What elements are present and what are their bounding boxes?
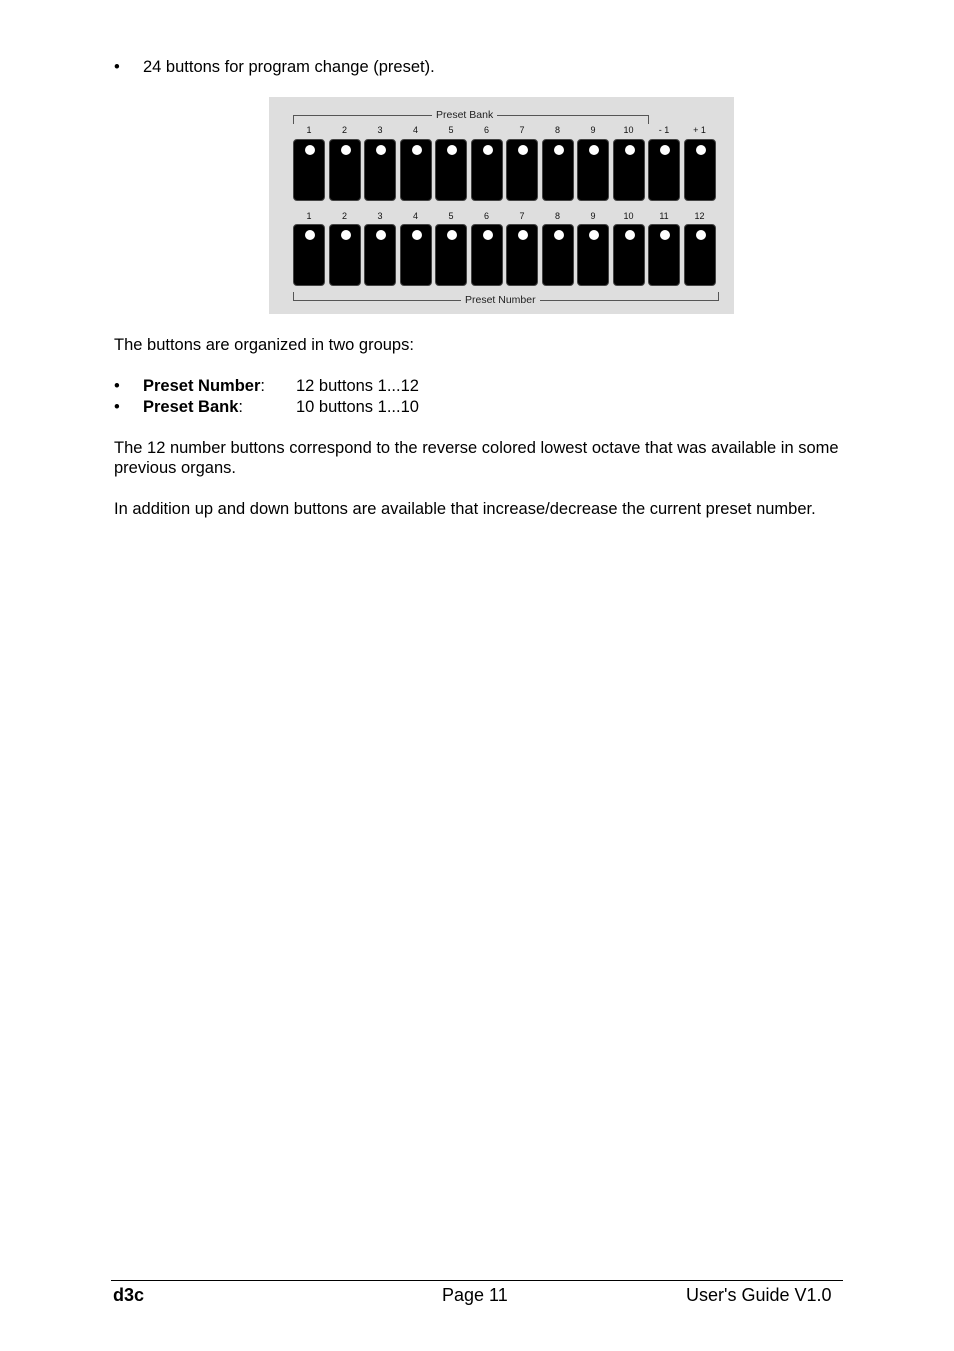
bank-preset-button[interactable] <box>577 139 609 201</box>
bank-button-label: 6 <box>483 125 489 135</box>
number-button-label: 7 <box>519 211 525 221</box>
led-indicator-icon <box>554 230 564 240</box>
number-preset-button[interactable] <box>400 224 432 286</box>
led-indicator-icon <box>412 145 422 155</box>
led-indicator-icon <box>483 230 493 240</box>
led-indicator-icon <box>518 145 528 155</box>
bank-preset-button[interactable] <box>648 139 680 201</box>
number-button-label: 6 <box>483 211 489 221</box>
footer-rule <box>111 1280 843 1281</box>
number-preset-button[interactable] <box>648 224 680 286</box>
led-indicator-icon <box>376 145 386 155</box>
bank-preset-button[interactable] <box>293 139 325 201</box>
bank-preset-button[interactable] <box>329 139 361 201</box>
led-indicator-icon <box>625 145 635 155</box>
led-indicator-icon <box>554 145 564 155</box>
bank-preset-button[interactable] <box>506 139 538 201</box>
bank-button-label: 7 <box>519 125 525 135</box>
bullet-dot: • <box>114 398 120 416</box>
led-indicator-icon <box>589 145 599 155</box>
number-preset-button[interactable] <box>577 224 609 286</box>
group-sep: : <box>238 398 243 416</box>
number-preset-button[interactable] <box>364 224 396 286</box>
group-term: Preset Number <box>143 377 261 395</box>
bullet-dot: • <box>114 377 120 395</box>
number-button-label: 1 <box>306 211 312 221</box>
number-button-label: 3 <box>377 211 383 221</box>
led-indicator-icon <box>589 230 599 240</box>
number-preset-button[interactable] <box>293 224 325 286</box>
led-indicator-icon <box>305 145 315 155</box>
number-preset-button[interactable] <box>613 224 645 286</box>
group-sep: : <box>260 377 265 395</box>
preset-number-label: Preset Number <box>461 294 540 306</box>
number-button-label: 5 <box>448 211 454 221</box>
led-indicator-icon <box>483 145 493 155</box>
led-indicator-icon <box>660 145 670 155</box>
number-button-label: 8 <box>554 211 560 221</box>
number-button-label: 9 <box>590 211 596 221</box>
number-button-label: 10 <box>623 211 634 221</box>
led-indicator-icon <box>447 230 457 240</box>
groups-intro: The buttons are organized in two groups: <box>114 336 414 354</box>
bank-button-label: + 1 <box>693 125 706 135</box>
preset-button-panel <box>269 97 734 314</box>
led-indicator-icon <box>447 145 457 155</box>
footer-product: d3c <box>113 1285 145 1305</box>
bank-button-label: 9 <box>590 125 596 135</box>
led-indicator-icon <box>696 230 706 240</box>
number-preset-button[interactable] <box>684 224 716 286</box>
bank-button-label: 4 <box>412 125 418 135</box>
led-indicator-icon <box>412 230 422 240</box>
bank-button-label: 10 <box>623 125 634 135</box>
bank-preset-button[interactable] <box>364 139 396 201</box>
group-value: 10 buttons 1...10 <box>296 398 419 416</box>
led-indicator-icon <box>696 145 706 155</box>
number-preset-button[interactable] <box>435 224 467 286</box>
led-indicator-icon <box>341 230 351 240</box>
number-preset-button[interactable] <box>471 224 503 286</box>
led-indicator-icon <box>376 230 386 240</box>
number-button-label: 4 <box>412 211 418 221</box>
paragraph-up-down-buttons: In addition up and down buttons are available that increase/decrease the current preset number. <box>114 500 816 518</box>
footer-guide-version: User's Guide V1.0 <box>686 1285 832 1305</box>
number-preset-button[interactable] <box>506 224 538 286</box>
intro-bullet-text: 24 buttons for program change (preset). <box>143 58 435 76</box>
bank-button-label: 2 <box>341 125 347 135</box>
led-indicator-icon <box>518 230 528 240</box>
preset-bank-label: Preset Bank <box>432 109 497 121</box>
bank-preset-button[interactable] <box>684 139 716 201</box>
paragraph-number-buttons: The 12 number buttons correspond to the reverse colored lowest octave that was available in some previous organs. <box>114 439 839 477</box>
bank-button-label: 5 <box>448 125 454 135</box>
number-button-label: 11 <box>659 211 669 221</box>
bank-button-label: 1 <box>306 125 312 135</box>
group-term: Preset Bank <box>143 398 239 416</box>
led-indicator-icon <box>660 230 670 240</box>
bank-button-label: 8 <box>554 125 560 135</box>
number-button-label: 2 <box>341 211 347 221</box>
bank-button-label: 3 <box>377 125 383 135</box>
number-preset-button[interactable] <box>329 224 361 286</box>
number-button-label: 12 <box>694 211 705 221</box>
bank-preset-button[interactable] <box>400 139 432 201</box>
bank-preset-button[interactable] <box>471 139 503 201</box>
bank-preset-button[interactable] <box>542 139 574 201</box>
bank-button-label: - 1 <box>658 125 670 135</box>
bank-preset-button[interactable] <box>435 139 467 201</box>
bank-preset-button[interactable] <box>613 139 645 201</box>
bullet-dot: • <box>114 58 120 76</box>
number-preset-button[interactable] <box>542 224 574 286</box>
footer-page-number: Page 11 <box>442 1285 508 1305</box>
led-indicator-icon <box>305 230 315 240</box>
led-indicator-icon <box>341 145 351 155</box>
group-value: 12 buttons 1...12 <box>296 377 419 395</box>
led-indicator-icon <box>625 230 635 240</box>
